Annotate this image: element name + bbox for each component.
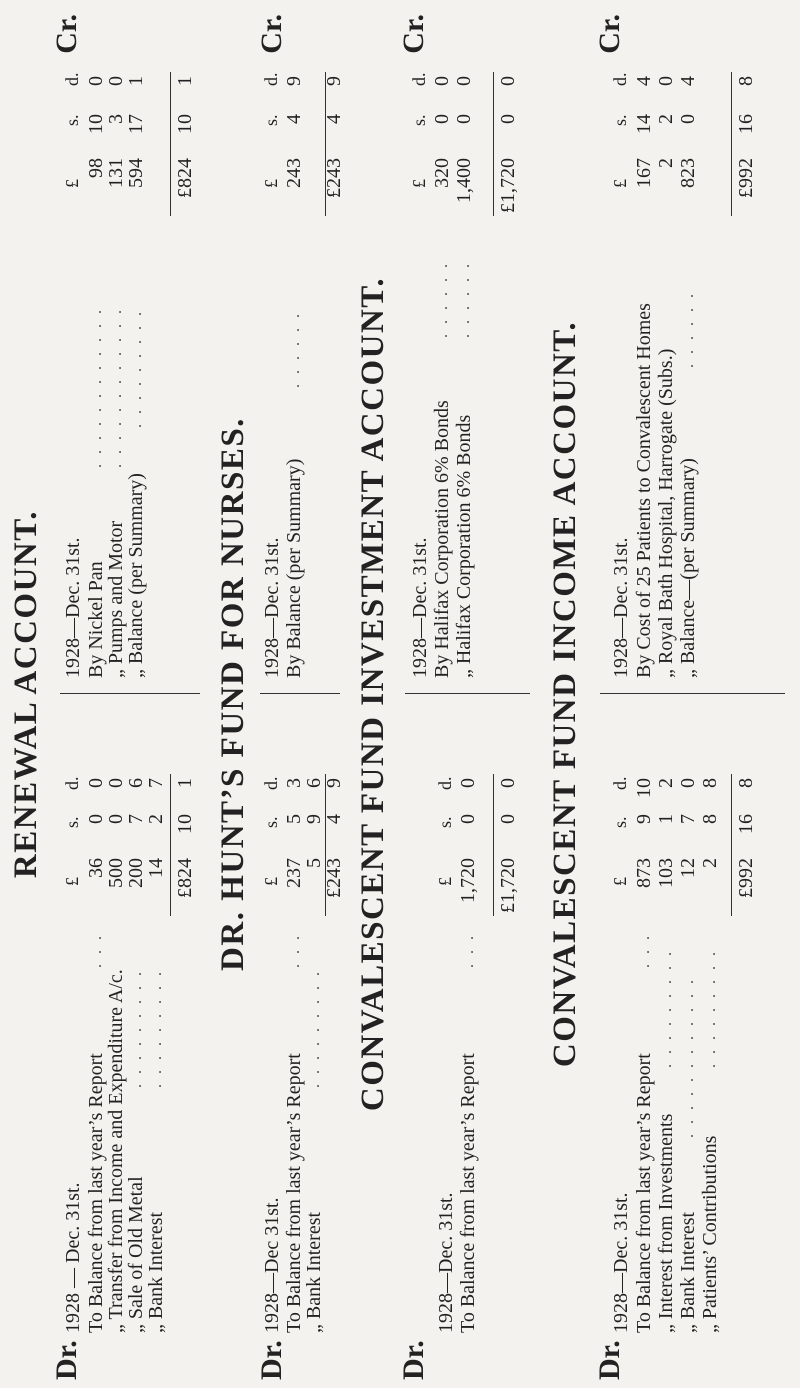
dr-label: Dr. <box>397 1340 430 1380</box>
amount-pence: 0 <box>85 778 107 788</box>
amount-pounds: 2 <box>655 158 677 168</box>
total-pence: 1 <box>174 76 196 86</box>
ledger-line: „ Sale of Old Metal <box>125 1176 147 1333</box>
total-pounds: £824 <box>174 858 196 898</box>
unit-shillings: s. <box>435 816 455 828</box>
unit-pounds: £ <box>610 877 630 886</box>
amount-shillings: 5 <box>283 814 305 824</box>
amount-pence: 6 <box>125 778 147 788</box>
amount-pence: 6 <box>303 778 325 788</box>
ledger-line: „ Pumps and Motor <box>105 520 127 678</box>
amount-pence: 1 <box>125 76 147 86</box>
renewal-account <box>0 0 205 1388</box>
unit-pounds: £ <box>62 179 82 188</box>
amount-pence: 0 <box>453 76 475 86</box>
leader-dots: . . . . . . <box>680 291 697 368</box>
total-pence: 8 <box>735 76 757 86</box>
ledger-line: „ Balance—(per Summary) <box>677 458 699 678</box>
ledger-line: To Balance from last year’s Report <box>85 1053 107 1333</box>
cr-label: Cr. <box>255 14 288 54</box>
total-shillings: 0 <box>497 814 519 824</box>
cr-label: Cr. <box>397 14 430 54</box>
unit-shillings: s. <box>62 816 82 828</box>
dr-date-heading: 1928—Dec. 31st. <box>435 1192 457 1333</box>
cr-date-heading: 1928—Dec. 31st. <box>261 537 283 678</box>
total-pence: 0 <box>497 76 519 86</box>
total-shillings: 4 <box>323 114 345 124</box>
amount-pence: 4 <box>633 76 655 86</box>
unit-pence: d. <box>62 72 82 86</box>
total-shillings: 16 <box>735 814 757 834</box>
dr-label: Dr. <box>255 1340 288 1380</box>
total-shillings: 16 <box>735 114 757 134</box>
amount-pence: 8 <box>699 778 721 788</box>
leader-dots: . . . . . . <box>456 261 473 338</box>
unit-pounds: £ <box>435 877 455 886</box>
dr-label: Dr. <box>50 1340 83 1380</box>
total-pounds: £824 <box>174 158 196 198</box>
ledger-line: To Balance from last year’s Report <box>457 1053 479 1333</box>
unit-shillings: s. <box>261 816 281 828</box>
ledger-line: „ Bank Interest <box>677 1211 699 1333</box>
amount-pounds: 167 <box>633 158 655 188</box>
ledger-line: To Balance from last year’s Report <box>633 1053 655 1333</box>
amount-pence: 7 <box>145 778 167 788</box>
total-pence: 9 <box>323 76 345 86</box>
amount-shillings: 2 <box>145 814 167 824</box>
dr-date-heading: 1928—Dec 31st. <box>261 1197 283 1333</box>
total-rule <box>170 72 171 216</box>
amount-pounds: 200 <box>125 858 147 888</box>
ledger-line: By Balance (per Summary) <box>283 458 305 678</box>
amount-shillings: 9 <box>303 814 325 824</box>
ledger-line: „ Bank Interest <box>303 1211 325 1333</box>
ledger-line: „ Bank Interest <box>145 1211 167 1333</box>
ledger-line: By Halifax Corporation 6% Bonds <box>431 400 453 678</box>
unit-shillings: s. <box>409 114 429 126</box>
dr-date-heading: 1928—Dec. 31st. <box>610 1192 632 1333</box>
ledger-line: „ Royal Bath Hospital, Harrogate (Subs.) <box>655 348 677 678</box>
leader-dots: . . . . . . . . . <box>148 969 165 1088</box>
cr-label: Cr. <box>50 14 83 54</box>
amount-pence: 10 <box>633 778 655 798</box>
amount-shillings: 0 <box>677 114 699 124</box>
leader-dots: . . . <box>88 933 105 968</box>
unit-pence: d. <box>610 72 630 86</box>
total-pence: 0 <box>497 778 519 788</box>
amount-pounds: 36 <box>85 858 107 878</box>
unit-pounds: £ <box>409 179 429 188</box>
amount-pence: 2 <box>655 778 677 788</box>
column-divider <box>600 693 785 694</box>
ledger-line: „ Transfer from Income and Expenditure A/c. <box>105 969 127 1333</box>
total-rule <box>731 72 732 216</box>
leader-dots: . . . . . . . . . <box>306 969 323 1088</box>
amount-shillings: 4 <box>283 114 305 124</box>
total-shillings: 0 <box>497 114 519 124</box>
ledger-line: By Cost of 25 Patients to Convalescent Homes <box>633 303 655 678</box>
dr-date-heading: 1928 — Dec. 31st. <box>62 1182 84 1333</box>
unit-pence: d. <box>261 776 281 790</box>
unit-pounds: £ <box>261 179 281 188</box>
amount-pounds: 103 <box>655 858 677 888</box>
amount-shillings: 14 <box>633 114 655 134</box>
amount-shillings: 0 <box>457 814 479 824</box>
amount-shillings: 0 <box>105 814 127 824</box>
amount-pounds: 5 <box>303 858 325 868</box>
unit-pence: d. <box>435 776 455 790</box>
hunts-fund-account <box>205 0 345 1388</box>
section-title: CONVALESCENT FUND INCOME ACCOUNT. <box>547 320 583 1068</box>
section-title: DR. HUNT’S FUND FOR NURSES. <box>215 417 251 971</box>
unit-shillings: s. <box>610 114 630 126</box>
total-pounds: £1,720 <box>497 158 519 213</box>
amount-pounds: 500 <box>105 858 127 888</box>
total-rule <box>731 774 732 916</box>
amount-pence: 4 <box>677 76 699 86</box>
convalescent-income-account <box>535 0 790 1388</box>
amount-pence: 9 <box>283 76 305 86</box>
total-pounds: £992 <box>735 858 757 898</box>
total-pence: 1 <box>174 778 196 788</box>
section-title: CONVALESCENT FUND INVESTMENT ACCOUNT. <box>355 276 391 1112</box>
total-pounds: £992 <box>735 158 757 198</box>
amount-pounds: 237 <box>283 858 305 888</box>
dr-label: Dr. <box>593 1340 626 1380</box>
cr-label: Cr. <box>593 14 626 54</box>
total-pounds: £243 <box>323 858 345 898</box>
amount-shillings: 1 <box>655 814 677 824</box>
amount-shillings: 0 <box>431 114 453 124</box>
amount-shillings: 0 <box>85 814 107 824</box>
unit-pence: d. <box>62 776 82 790</box>
amount-pounds: 2 <box>699 858 721 868</box>
total-rule <box>493 774 494 916</box>
leader-dots: . . . <box>636 933 653 968</box>
amount-pounds: 320 <box>431 158 453 188</box>
unit-pounds: £ <box>62 877 82 886</box>
amount-shillings: 9 <box>633 814 655 824</box>
amount-pence: 0 <box>85 76 107 86</box>
column-divider <box>405 693 530 694</box>
amount-pounds: 14 <box>145 858 167 878</box>
total-shillings: 10 <box>174 814 196 834</box>
cr-date-heading: 1928—Dec. 31st. <box>610 537 632 678</box>
total-rule <box>170 774 171 916</box>
unit-shillings: s. <box>261 114 281 126</box>
unit-pounds: £ <box>261 877 281 886</box>
leader-dots: . . . . . . . . . . . . <box>680 977 697 1138</box>
amount-shillings: 0 <box>453 114 475 124</box>
total-shillings: 10 <box>174 114 196 134</box>
total-shillings: 4 <box>323 814 345 824</box>
amount-shillings: 2 <box>655 114 677 124</box>
amount-pounds: 1,720 <box>457 858 479 903</box>
amount-pence: 0 <box>431 76 453 86</box>
ledger-line: „ Balance (per Summary) <box>125 473 147 678</box>
amount-pounds: 1,400 <box>453 158 475 203</box>
amount-pounds: 594 <box>125 158 147 188</box>
amount-pence: 3 <box>283 778 305 788</box>
column-divider <box>60 693 200 694</box>
amount-pounds: 131 <box>105 158 127 188</box>
total-pence: 8 <box>735 778 757 788</box>
cr-date-heading: 1928—Dec. 31st. <box>62 537 84 678</box>
unit-pence: d. <box>610 776 630 790</box>
amount-pounds: 98 <box>85 158 107 178</box>
unit-shillings: s. <box>62 114 82 126</box>
unit-pence: d. <box>409 72 429 86</box>
amount-pounds: 12 <box>677 858 699 878</box>
amount-pence: 0 <box>105 778 127 788</box>
leader-dots: . . . . . . <box>286 311 303 388</box>
amount-pence: 0 <box>655 76 677 86</box>
leader-dots: . . . <box>286 933 303 968</box>
amount-pounds: 823 <box>677 158 699 188</box>
leader-dots: . . . . . . . . . . . . <box>108 307 125 468</box>
section-title: RENEWAL ACCOUNT. <box>8 509 44 879</box>
total-pounds: £1,720 <box>497 858 519 913</box>
amount-pounds: 873 <box>633 858 655 888</box>
amount-shillings: 7 <box>677 814 699 824</box>
amount-pounds: 243 <box>283 158 305 188</box>
unit-pounds: £ <box>610 179 630 188</box>
leader-dots: . . . . . . . . . <box>128 969 145 1088</box>
column-divider <box>260 693 340 694</box>
total-rule <box>493 72 494 216</box>
amount-shillings: 8 <box>699 814 721 824</box>
amount-shillings: 3 <box>105 114 127 124</box>
amount-pence: 0 <box>105 76 127 86</box>
total-pence: 9 <box>323 778 345 788</box>
leader-dots: . . . <box>460 933 477 968</box>
leader-dots: . . . . . . . . . . . . <box>88 307 105 468</box>
ledger-line: To Balance from last year’s Report <box>283 1053 305 1333</box>
amount-shillings: 7 <box>125 814 147 824</box>
amount-pence: 0 <box>677 778 699 788</box>
ledger-line: „ Halifax Corporation 6% Bonds <box>453 414 475 678</box>
total-pounds: £243 <box>323 158 345 198</box>
amount-shillings: 17 <box>125 114 147 134</box>
amount-shillings: 10 <box>85 114 107 134</box>
ledger-line: „ Interest from Investments <box>655 1113 677 1333</box>
leader-dots: . . . . . . . . . <box>658 949 675 1068</box>
ledger-line: By Nickel Pan <box>85 561 107 678</box>
ledger-line: „ Patients’ Contributions <box>699 1135 721 1333</box>
leader-dots: . . . . . . . . . <box>702 949 719 1068</box>
amount-pence: 0 <box>457 778 479 788</box>
cr-date-heading: 1928—Dec. 31st. <box>409 537 431 678</box>
unit-pence: d. <box>261 72 281 86</box>
leader-dots: . . . . . . . . . <box>128 309 145 428</box>
unit-shillings: s. <box>610 816 630 828</box>
leader-dots: . . . . . . <box>434 261 451 338</box>
convalescent-investment-account <box>345 0 535 1388</box>
